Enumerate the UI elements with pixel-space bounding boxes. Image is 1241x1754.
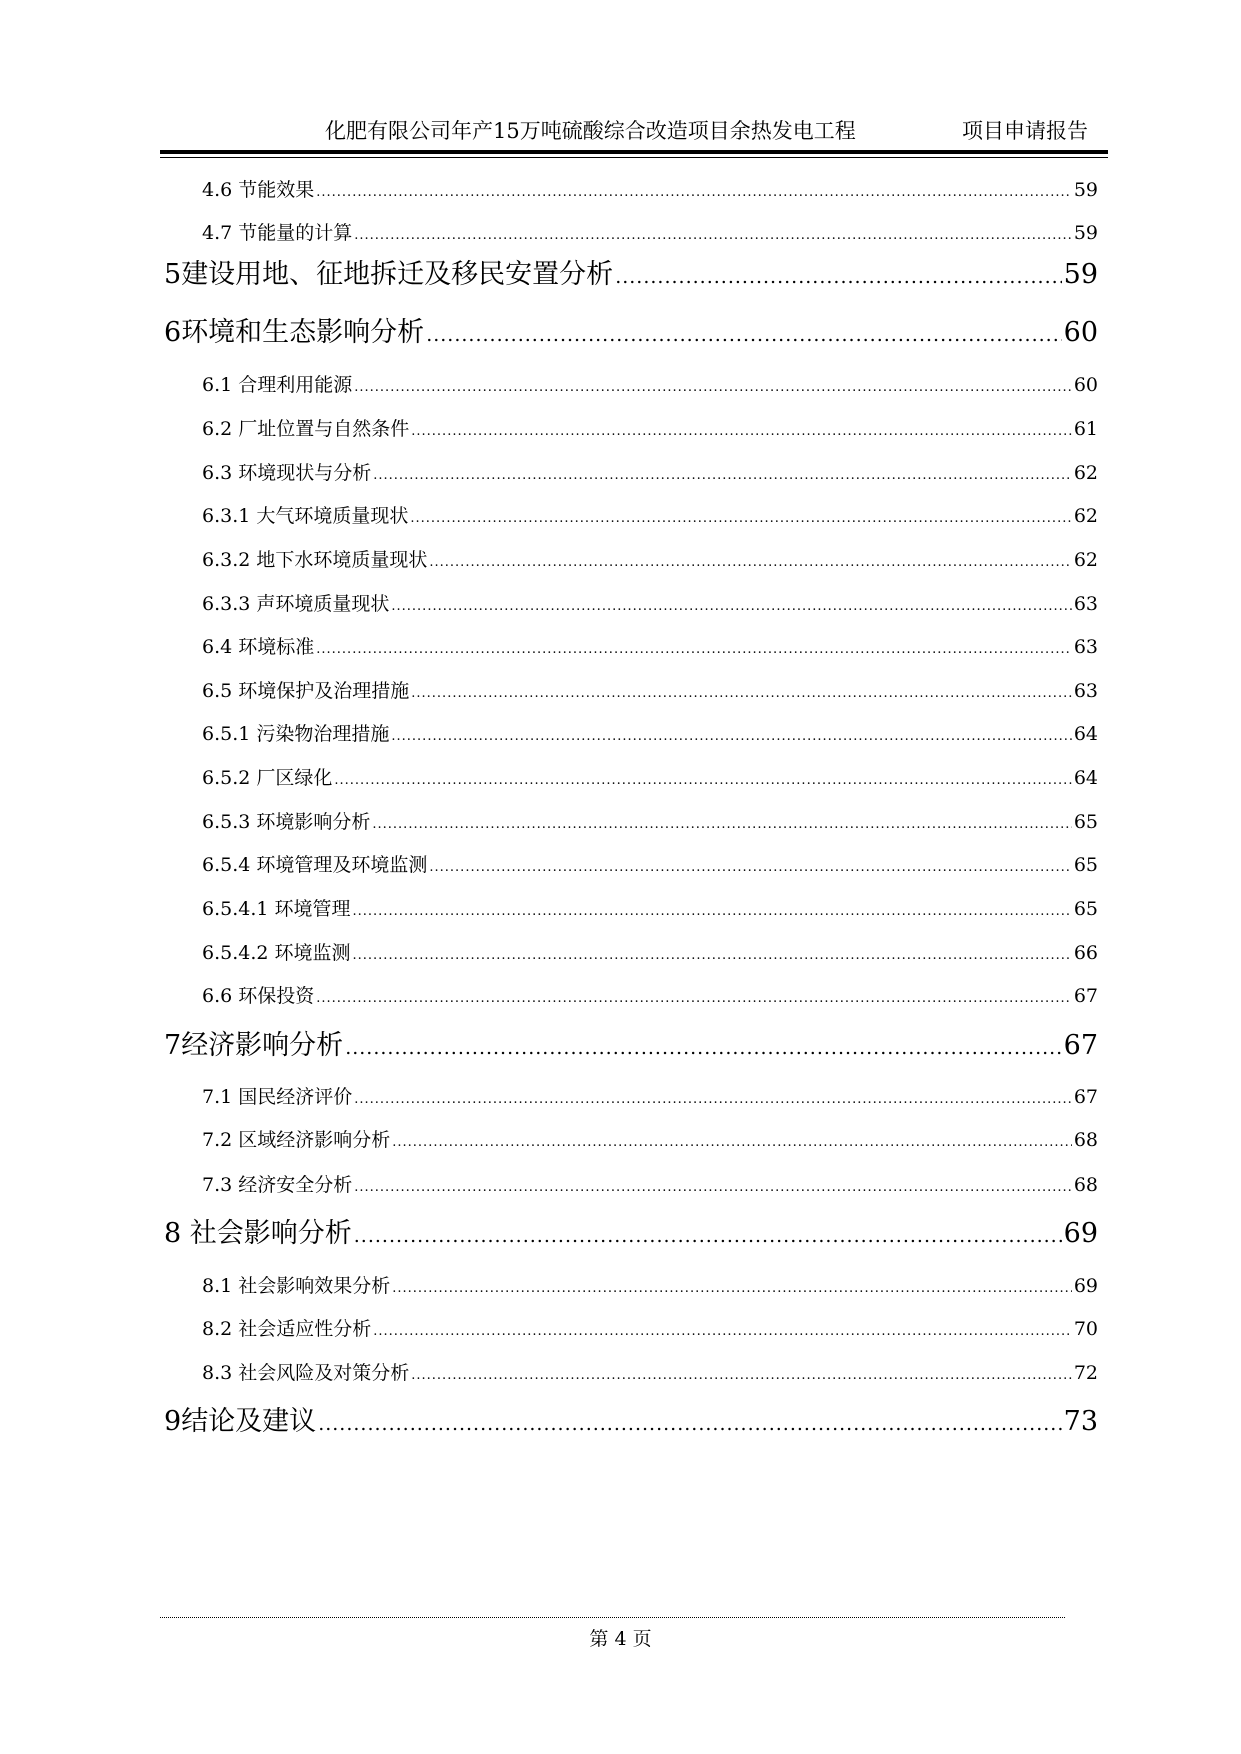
toc-leader	[345, 1026, 1061, 1068]
toc-leader	[354, 1082, 1072, 1115]
toc-leader	[410, 501, 1071, 534]
toc-entry-label: 8 社会影响分析	[164, 1218, 352, 1249]
toc-entry-label: 结论及建议	[181, 1406, 317, 1437]
toc-leader	[316, 632, 1072, 665]
toc-entry-page: 67	[1063, 1030, 1098, 1061]
toc-entry[interactable]	[202, 676, 1098, 706]
toc-leader	[373, 458, 1072, 491]
toc-entry[interactable]	[202, 501, 1098, 531]
toc-leader	[316, 981, 1072, 1014]
toc-leader	[392, 1125, 1072, 1158]
toc-entry-page: 62	[1073, 505, 1098, 527]
toc-leader	[353, 894, 1072, 927]
toc-entry-page: 59	[1073, 222, 1098, 244]
toc-entry-page: 59	[1073, 179, 1098, 201]
toc-entry[interactable]	[202, 1271, 1098, 1301]
toc-entry-label: 6.4 环境标准	[202, 636, 315, 658]
toc-leader	[411, 1358, 1072, 1391]
toc-entry-page: 65	[1073, 854, 1098, 876]
toc-entry[interactable]	[202, 589, 1098, 619]
toc-entry-label: 6.5.4.2 环境监测	[202, 942, 351, 964]
toc-entry-page: 70	[1073, 1318, 1098, 1340]
toc-leader	[318, 1402, 1061, 1444]
toc-entry[interactable]	[202, 894, 1098, 924]
toc-entry[interactable]	[202, 807, 1098, 837]
toc-entry-page: 67	[1073, 1086, 1098, 1108]
toc-entry-page: 61	[1073, 418, 1098, 440]
toc-entry-label: 6.6 环保投资	[202, 985, 315, 1007]
toc-entry[interactable]	[202, 545, 1098, 575]
toc-entry-page: 62	[1073, 462, 1098, 484]
toc-entry[interactable]	[202, 1082, 1098, 1112]
toc-chapter-number: 7	[164, 1030, 182, 1061]
toc-entry-label: 6.3 环境现状与分析	[202, 462, 372, 484]
toc-entry-label: 6.5.2 厂区绿化	[202, 767, 333, 789]
toc-entry[interactable]	[202, 763, 1098, 793]
toc-entry-label: 7.3 经济安全分析	[202, 1174, 353, 1196]
toc-entry-label: 6.2 厂址位置与自然条件	[202, 418, 410, 440]
toc-entry-label: 6.3.1 大气环境质量现状	[202, 505, 409, 527]
toc-leader	[372, 807, 1071, 840]
toc-entry-label: 6.5 环境保护及治理措施	[202, 680, 410, 702]
toc-entry-label: 建设用地、征地拆迁及移民安置分析	[181, 259, 614, 290]
toc-leader	[334, 763, 1071, 796]
toc-entry-page: 60	[1073, 374, 1098, 396]
header-rule-thin	[160, 157, 1108, 158]
toc-entry-label: 环境和生态影响分析	[181, 317, 425, 348]
toc-leader	[354, 1214, 1062, 1256]
toc-chapter-number: 5	[164, 259, 182, 290]
toc-entry[interactable]	[202, 458, 1098, 488]
toc-leader	[373, 1314, 1072, 1347]
toc-entry-label: 4.6 节能效果	[202, 179, 315, 201]
toc-entry-page: 64	[1073, 767, 1098, 789]
toc-entry-label: 6.5.4.1 环境管理	[202, 898, 351, 920]
toc-leader	[391, 719, 1071, 752]
toc-leader	[411, 414, 1072, 447]
page-number: 第 4 页	[589, 1628, 652, 1650]
toc-entry-label: 6.3.2 地下水环境质量现状	[202, 549, 428, 571]
toc-entry-page: 68	[1073, 1174, 1098, 1196]
toc-entry-page: 62	[1073, 549, 1098, 571]
toc-leader	[353, 938, 1072, 971]
toc-chapter-entry[interactable]	[164, 1214, 1098, 1254]
toc-leader	[391, 589, 1071, 622]
toc-entry-label: 6.5.1 污染物治理措施	[202, 723, 390, 745]
toc-entry-page: 64	[1073, 723, 1098, 745]
toc-chapter-number: 9	[164, 1406, 182, 1437]
toc-leader	[615, 255, 1061, 297]
toc-entry-page: 67	[1073, 985, 1098, 1007]
toc-entry-page: 63	[1073, 680, 1098, 702]
toc-entry[interactable]	[202, 938, 1098, 968]
toc-entry-label: 6.3.3 声环境质量现状	[202, 593, 390, 615]
toc-entry-label: 8.3 社会风险及对策分析	[202, 1362, 410, 1384]
toc-leader	[354, 370, 1072, 403]
toc-leader	[354, 218, 1072, 251]
toc-chapter-entry[interactable]	[164, 1402, 1098, 1442]
toc-entry[interactable]	[202, 175, 1098, 205]
toc-entry-page: 65	[1073, 898, 1098, 920]
toc-entry[interactable]	[202, 218, 1098, 248]
toc-entry-label: 4.7 节能量的计算	[202, 222, 353, 244]
toc-entry[interactable]	[202, 1358, 1098, 1388]
toc-entry-label: 6.5.3 环境影响分析	[202, 811, 371, 833]
page-header	[160, 114, 1108, 148]
toc-entry-label: 8.2 社会适应性分析	[202, 1318, 372, 1340]
toc-leader	[392, 1271, 1072, 1304]
toc-entry-label: 经济影响分析	[181, 1030, 344, 1061]
footer-rule	[160, 1617, 1065, 1618]
header-rule-thick	[160, 150, 1108, 154]
toc-entry-page: 72	[1073, 1362, 1098, 1384]
toc-chapter-entry[interactable]	[164, 313, 1098, 353]
toc-leader	[429, 850, 1071, 883]
toc-entry-page: 66	[1073, 942, 1098, 964]
toc-entry[interactable]	[202, 1314, 1098, 1344]
toc-chapter-entry[interactable]	[164, 1026, 1098, 1066]
toc-chapter-entry[interactable]	[164, 255, 1098, 295]
toc-entry-page: 63	[1073, 636, 1098, 658]
toc-entry[interactable]	[202, 632, 1098, 662]
toc-chapter-number: 6	[164, 317, 182, 348]
toc-entry-page: 73	[1063, 1406, 1098, 1437]
header-title: 化肥有限公司年产15万吨硫酸综合改造项目余热发电工程	[325, 119, 856, 143]
toc-leader	[426, 313, 1061, 355]
toc-entry-page: 68	[1073, 1129, 1098, 1151]
toc-entry[interactable]	[202, 981, 1098, 1011]
toc-entry-label: 7.2 区域经济影响分析	[202, 1129, 391, 1151]
toc-entry-page: 59	[1063, 259, 1098, 290]
toc-entry-label: 6.5.4 环境管理及环境监测	[202, 854, 428, 876]
toc-entry[interactable]	[202, 1170, 1098, 1200]
toc-entry[interactable]	[202, 370, 1098, 400]
toc-entry-label: 7.1 国民经济评价	[202, 1086, 353, 1108]
toc-entry-label: 6.1 合理利用能源	[202, 374, 353, 396]
toc-entry[interactable]	[202, 414, 1098, 444]
toc-entry[interactable]	[202, 1125, 1098, 1155]
toc-entry[interactable]	[202, 719, 1098, 749]
toc-entry-page: 65	[1073, 811, 1098, 833]
header-doc-type: 项目申请报告	[962, 119, 1088, 143]
toc-leader	[354, 1170, 1072, 1203]
toc-entry[interactable]	[202, 850, 1098, 880]
toc-entry-page: 60	[1063, 317, 1098, 348]
toc-entry-page: 63	[1073, 593, 1098, 615]
toc-leader	[411, 676, 1072, 709]
toc-entry-page: 69	[1073, 1275, 1098, 1297]
toc-entry-page: 69	[1063, 1218, 1098, 1249]
toc-entry-label: 8.1 社会影响效果分析	[202, 1275, 391, 1297]
toc-leader	[429, 545, 1071, 578]
toc-leader	[316, 175, 1072, 208]
